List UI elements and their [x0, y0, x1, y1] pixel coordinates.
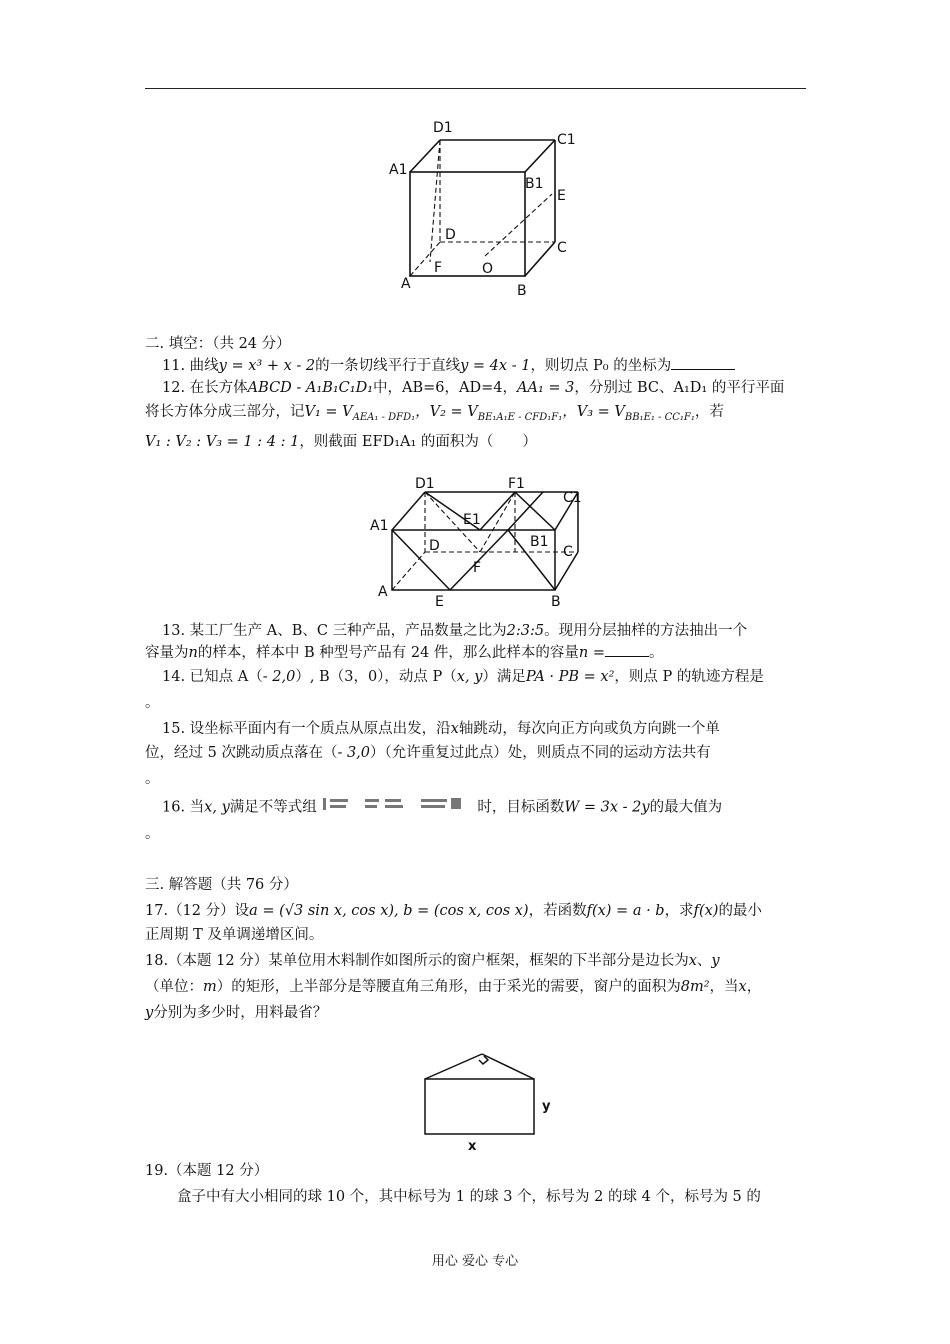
cube-figure: [385, 112, 585, 302]
fig3-label-y: y: [542, 1099, 551, 1114]
fig1-label-d1: D1: [433, 120, 453, 136]
fig2-label-b: B: [551, 594, 561, 610]
question-15-line3: 。: [145, 771, 160, 787]
question-16-line1: 16. 当x, y满足不等式组 时，目标函数W = 3x - 2y的最大值为: [145, 796, 807, 819]
fig1-label-c1: C1: [557, 132, 576, 148]
fig2-label-c: C: [563, 544, 573, 560]
question-15-line2: 位，经过 5 次跳动质点落在（- 3,0）（允许重复过此点）处，则质点不同的运动方法共有: [145, 745, 711, 761]
header-rule: [145, 88, 806, 89]
question-12-line2: 将长方体分成三部分，记$V_1 = V_{AEA_1 - DFD_1}$，$V_2 = V_{BE_1A_1E - CFD_1F_1}$，$V_3 = V_{BB_1E_1 - CC_1F_1}$，若: [145, 404, 724, 423]
question-17-line2: 正周期 T 及单调递增区间。: [145, 927, 324, 943]
question-14-line1: 14. 已知点 A（- 2,0）, B（3，0），动点 P（x, y）满足PA · PB = x²，则点 P 的轨迹方程是: [162, 669, 764, 685]
fig3-label-x: x: [468, 1139, 477, 1154]
cuboid-figure: [365, 472, 595, 612]
fig2-label-b1: B1: [530, 534, 549, 550]
answer-blank: [671, 355, 735, 370]
fig1-label-d: D: [445, 227, 456, 243]
fig2-label-a: A: [378, 584, 388, 600]
questions-13-16: [145, 620, 807, 845]
question-18-line2: （单位：m）的矩形，上半部分是等腰直角三角形，由于采光的需要，窗户的面积为8m²，当x，: [145, 979, 762, 995]
question-15-line1: 15. 设坐标平面内有一个质点从原点出发，沿x轴跳动，每次向正方向或负方向跳一个单: [162, 721, 720, 737]
fig1-label-a: A: [401, 276, 411, 292]
question-16-line2: 。: [145, 826, 160, 842]
question-19-line1: 19.（本题 12 分）: [145, 1163, 269, 1179]
fig1-label-b: B: [517, 283, 527, 299]
fig1-label-f: F: [434, 260, 443, 276]
fig1-label-b1: B1: [525, 176, 544, 192]
inequality-system-image: [321, 796, 477, 819]
question-13-line1: 13. 某工厂生产 A、B、C 三种产品，产品数量之比为2:3:5。现用分层抽样的方法抽出一个: [162, 623, 748, 639]
fig2-label-f1: F1: [508, 476, 525, 492]
fig2-label-d1: D1: [415, 476, 435, 492]
question-11: 11. 曲线y = x³ + x - 2的一条切线平行于直线y = 4x - 1，则切点 P₀ 的坐标为: [145, 355, 807, 377]
section-answers: [145, 874, 807, 1024]
question-19: [145, 1160, 807, 1208]
window-frame-figure: [415, 1048, 565, 1158]
fig2-label-e: E: [435, 594, 444, 610]
fig1-label-a1: A1: [389, 162, 408, 178]
fig2-label-d: D: [429, 538, 440, 554]
fig2-label-a1: A1: [370, 518, 389, 534]
section2-heading: 二. 填空：（共 24 分）: [145, 336, 291, 352]
fig1-label-c: C: [557, 240, 567, 256]
fig2-label-f: F: [473, 560, 482, 576]
question-14-line2: 。: [145, 695, 160, 711]
fig2-label-c1: C1: [563, 490, 582, 506]
answer-blank: [605, 642, 649, 657]
question-18-line1: 18.（本题 12 分）某单位用木料制作如图所示的窗户框架，框架的下半部分是边长为x、y: [145, 953, 720, 969]
page-footer: 用心 爱心 专心: [431, 1254, 519, 1269]
question-12-line1: 12. 在长方体ABCD - A₁B₁C₁D₁中，AB=6，AD=4，AA₁ = 3，分别过 BC、A₁D₁ 的平行平面: [162, 380, 785, 396]
section3-heading: 三. 解答题（共 76 分）: [145, 877, 298, 893]
question-13-line2: 容量为n的样本，样本中 B 种型号产品有 24 件，那么此样本的容量n = 。: [145, 642, 807, 664]
question-17-line1: 17.（12 分）设a = (√3 sin x, cos x), b = (cos x, cos x)，若函数f(x) = a · b，求f(x)的最小: [145, 903, 762, 919]
fig2-label-e1: E1: [463, 512, 481, 528]
fig1-label-e: E: [557, 188, 566, 204]
section-fill-in: [145, 333, 807, 453]
fig1-label-o: O: [482, 261, 494, 277]
question-12-line3: V₁ : V₂ : V₃ = 1 : 4 : 1，则截面 EFD₁A₁ 的面积为（ ）: [145, 433, 537, 450]
question-18-line3: y分别为多少时，用料最省？: [145, 1005, 328, 1021]
question-19-line2: 盒子中有大小相同的球 10 个，其中标号为 1 的球 3 个，标号为 2 的球 4 个，标号为 5 的: [177, 1189, 761, 1205]
